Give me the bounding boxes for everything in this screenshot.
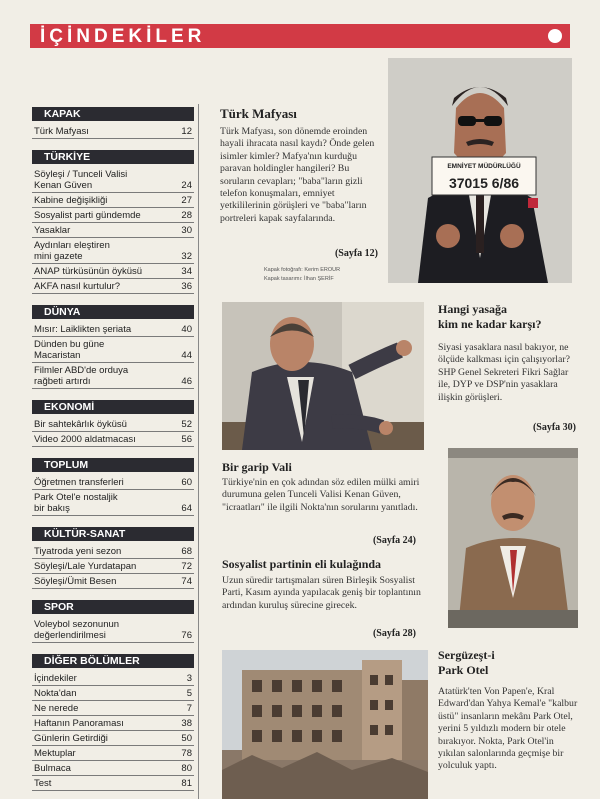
toc-entry[interactable]	[32, 731, 194, 746]
toc-spacer	[32, 389, 194, 397]
toc-entry-page: 36	[181, 281, 192, 292]
toc-entry-page: 40	[181, 324, 192, 335]
toc-entry-page: 80	[181, 763, 192, 774]
toc-entry-page: 32	[181, 251, 192, 262]
toc-section-header: DİĞER BÖLÜMLER	[32, 654, 194, 668]
toc-entry[interactable]	[32, 238, 194, 264]
toc-entry[interactable]	[32, 761, 194, 776]
toc-spacer	[32, 643, 194, 651]
header-dot	[548, 29, 562, 43]
toc-entry[interactable]	[32, 124, 194, 139]
toc-entry[interactable]	[32, 617, 194, 643]
toc-entry-label: Haftanın Panoraması	[34, 718, 124, 729]
toc-section-header: KAPAK	[32, 107, 194, 121]
toc-entry-label: Yasaklar	[34, 225, 71, 236]
toc-entry-label: Test	[34, 778, 52, 789]
toc-entry-label: Kabine değişikliği	[34, 195, 108, 206]
story-body-mafya: Türk Mafyası, son dönemde eroinden hayali ihracata nasıl kaydı? Önde gelen isimler kimler? Mafya'nın kurduğu paravan holdingler hangileri? Bu soruların cevapları; "baba"ların gizli telefon konuşmaları, emniyet yetkililerinin görüşleri ve "baba"ların portreleri kapak sayfalarında.	[220, 126, 375, 224]
toc-entry-page: 7	[186, 703, 192, 714]
toc-entry[interactable]	[32, 223, 194, 238]
toc-entry-page: 68	[181, 546, 192, 557]
toc-spacer	[32, 139, 194, 147]
toc-entry[interactable]	[32, 193, 194, 208]
page-ref-vali: (Sayfa 24)	[372, 535, 416, 546]
toc-entry-page: 74	[181, 576, 192, 587]
toc-entry[interactable]	[32, 544, 194, 559]
toc-entry-page: 30	[181, 225, 192, 236]
toc-entry-label: Nokta'dan	[34, 688, 77, 699]
toc-spacer	[32, 516, 194, 524]
toc-entry-page: 60	[181, 477, 192, 488]
toc-entry-page: 64	[181, 503, 192, 514]
page-ref-yasak: (Sayfa 30)	[532, 422, 576, 433]
toc-entry-page: 46	[181, 376, 192, 387]
toc-section-header: SPOR	[32, 600, 194, 614]
column-divider	[198, 104, 199, 799]
toc-entry-label: Öğretmen transferleri	[34, 477, 124, 488]
toc-entry[interactable]	[32, 264, 194, 279]
story-title-park-otel: Sergüzeşt-i Park Otel	[438, 648, 495, 677]
toc-section-header: TOPLUM	[32, 458, 194, 472]
toc-spacer	[32, 294, 194, 302]
cover-design-credit: Kapak tasarımı: İlhan ŞERİF	[264, 276, 334, 282]
toc-entry-page: 34	[181, 266, 192, 277]
toc-entry[interactable]	[32, 490, 194, 516]
toc-entry-label: Ne nerede	[34, 703, 79, 714]
toc-entry-page: 38	[181, 718, 192, 729]
toc-section-header: DÜNYA	[32, 305, 194, 319]
toc-entry-label: Mektuplar	[34, 748, 76, 759]
politician-photo	[222, 302, 424, 450]
story-body-park-otel: Atatürk'ten Von Papen'e, Kral Edward'dan Yahya Kemal'e "kalbur üstü" insanların mekânı Park Otel, yerini 5 yıldızlı modern bir otele bırakıyor. Nokta, Park Otel'in yıkılan salonlarında geçmişe bir yolculuk yaptı.	[438, 686, 578, 772]
toc-spacer	[32, 447, 194, 455]
story-title-vali: Bir garip Vali	[222, 460, 292, 474]
toc-entry-page: 24	[181, 180, 192, 191]
mugshot-sign-number: 37015 6/86	[448, 175, 520, 191]
toc-spacer	[32, 791, 194, 799]
park-otel-photo	[222, 650, 428, 799]
toc-entry-label: Filmler ABD'de orduya rağbeti artırdı	[34, 365, 129, 387]
toc-entry[interactable]	[32, 417, 194, 432]
toc-entry[interactable]	[32, 686, 194, 701]
toc-entry[interactable]	[32, 167, 194, 193]
toc-entry-label: Söyleşi/Ümit Besen	[34, 576, 117, 587]
table-of-contents	[32, 104, 194, 799]
toc-section-header: TÜRKİYE	[32, 150, 194, 164]
story-title-yasak: Hangi yasağa kim ne kadar karşı?	[438, 302, 542, 331]
toc-entry-label: Söyleşi/Lale Yurdatapan	[34, 561, 137, 572]
toc-entry-label: Park Otel'e nostaljik bir bakış	[34, 492, 118, 514]
toc-entry-label: İçindekiler	[34, 673, 77, 684]
story-body-sosyalist: Uzun süredir tartışmaları süren Birleşik Sosyalist Parti, Kasım ayında yapılacak geniş bir toplantının ardından kuruluş sürecine girecek.	[222, 575, 421, 611]
toc-entry-page: 5	[186, 688, 192, 699]
toc-entry[interactable]	[32, 574, 194, 589]
toc-entry-label: Türk Mafyası	[34, 126, 89, 137]
toc-entry-page: 12	[181, 126, 192, 137]
toc-entry-page: 27	[181, 195, 192, 206]
toc-entry-label: ANAP türküsünün öyküsü	[34, 266, 143, 277]
toc-entry-label: Mısır: Laiklikten şeriata	[34, 324, 132, 335]
toc-section-header: KÜLTÜR-SANAT	[32, 527, 194, 541]
toc-entry[interactable]	[32, 279, 194, 294]
page-ref-sosyalist: (Sayfa 28)	[372, 628, 416, 639]
toc-entry[interactable]	[32, 776, 194, 791]
toc-section-header: EKONOMİ	[32, 400, 194, 414]
toc-entry-page: 28	[181, 210, 192, 221]
toc-entry[interactable]	[32, 746, 194, 761]
governor-photo	[448, 448, 578, 628]
mafia-cover-photo	[388, 58, 572, 283]
toc-entry-page: 72	[181, 561, 192, 572]
toc-entry-label: Sosyalist parti gündemde	[34, 210, 141, 221]
toc-entry-page: 44	[181, 350, 192, 361]
toc-entry[interactable]	[32, 716, 194, 731]
toc-entry[interactable]	[32, 208, 194, 223]
toc-spacer	[32, 589, 194, 597]
toc-entry[interactable]	[32, 363, 194, 389]
toc-entry-page: 81	[181, 778, 192, 789]
toc-entry-label: Aydınları eleştiren mini gazete	[34, 240, 110, 262]
toc-entry[interactable]	[32, 337, 194, 363]
toc-entry[interactable]	[32, 671, 194, 686]
toc-entry[interactable]	[32, 475, 194, 490]
story-title-sosyalist: Sosyalist partinin eli kulağında	[222, 557, 382, 571]
toc-entry-page: 52	[181, 419, 192, 430]
toc-entry-label: Bulmaca	[34, 763, 71, 774]
toc-entry-label: AKFA nasıl kurtulur?	[34, 281, 121, 292]
toc-entry-page: 76	[181, 630, 192, 641]
toc-entry[interactable]	[32, 559, 194, 574]
toc-entry-page: 56	[181, 434, 192, 445]
story-body-yasak: Siyasi yasaklara nasıl bakıyor, ne ölçüde kalkması için çalışıyorlar? SHP Genel Sekreteri Fikri Sağlar ile, DYP ve DSP'nin yasaklara ilişkin görüşleri.	[438, 342, 570, 403]
cover-photo-credit: Kapak fotoğrafı: Kerim EROUR	[264, 267, 341, 273]
toc-entry-page: 50	[181, 733, 192, 744]
toc-entry-page: 78	[181, 748, 192, 759]
story-title-mafya: Türk Mafyası	[220, 106, 297, 121]
toc-entry-page: 3	[186, 673, 192, 684]
toc-entry-label: Dünden bu güne Macaristan	[34, 339, 105, 361]
story-body-vali: Türkiye'nin en çok adından söz edilen mülki amiri durumuna gelen Tunceli Valisi Kenan Güven, "icraatları" ile ilgili Nokta'nın sorularını yanıtladı.	[222, 477, 420, 513]
page-title: İÇİNDEKİLER	[40, 26, 206, 47]
toc-entry-label: Video 2000 aldatmacası	[34, 434, 136, 445]
toc-entry-label: Voleybol sezonunun değerlendirilmesi	[34, 619, 120, 641]
toc-entry[interactable]	[32, 432, 194, 447]
toc-entry-label: Bir sahtekârlık öyküsü	[34, 419, 127, 430]
mugshot-sign-header: EMNİYET MÜDÜRLÜĞÜ	[447, 163, 521, 170]
page-ref-mafya: (Sayfa 12)	[334, 248, 378, 259]
toc-entry-label: Tiyatroda yeni sezon	[34, 546, 122, 557]
toc-entry-label: Günlerin Getirdiği	[34, 733, 108, 744]
toc-entry-label: Söyleşi / Tunceli Valisi Kenan Güven	[34, 169, 128, 191]
toc-entry[interactable]	[32, 322, 194, 337]
toc-entry[interactable]	[32, 701, 194, 716]
